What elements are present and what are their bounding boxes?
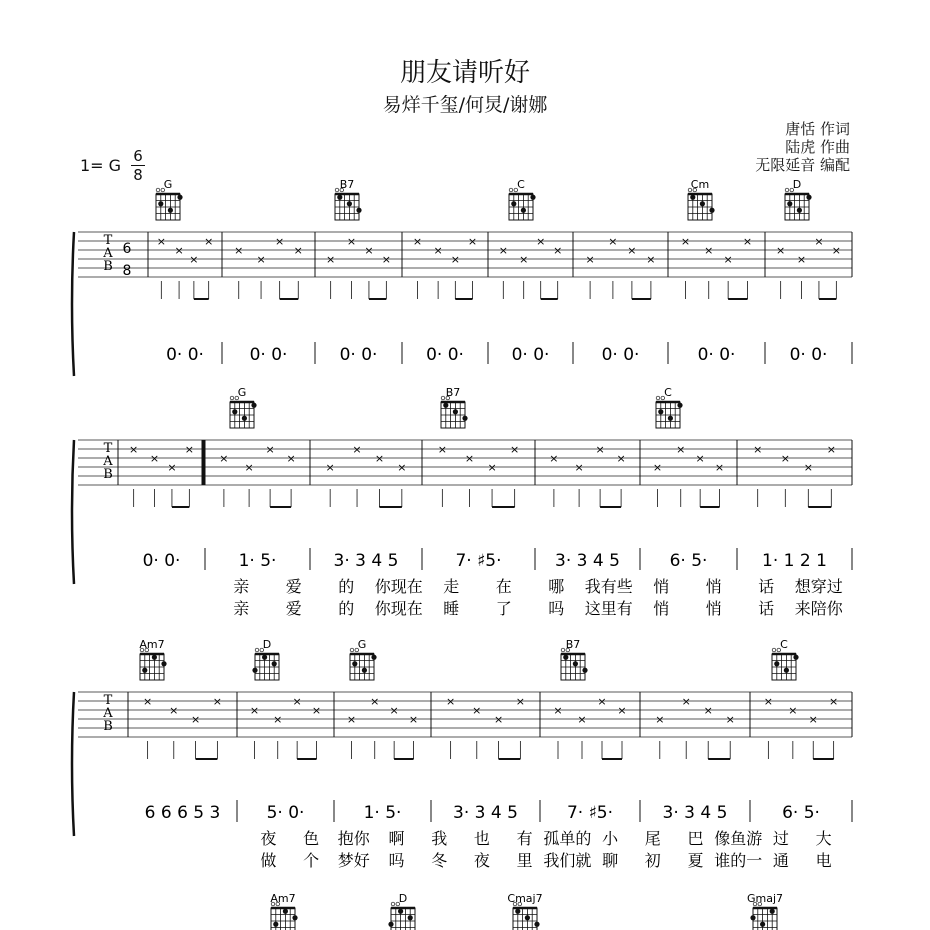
composer-credit: 陆虎 作曲 (785, 138, 850, 156)
tab-note-x: × (536, 235, 546, 248)
tab-note-x: × (143, 695, 153, 708)
finger-dot (272, 661, 277, 666)
tab-note-x: × (617, 704, 627, 717)
tab-note-x: × (585, 253, 595, 266)
lyric-1: 夜 (260, 829, 277, 848)
tab-note-x: × (374, 452, 385, 465)
tab-note-x: × (234, 244, 244, 257)
tab-note-x: × (742, 235, 753, 248)
tab-note-x: × (753, 443, 763, 456)
finger-dot (262, 655, 267, 660)
lyric-1: 巴 (687, 829, 704, 848)
tab-note-x: × (204, 235, 214, 248)
lyric-2: 来陪你 (794, 599, 843, 618)
arranger-credit: 无限延音 编配 (755, 156, 850, 174)
key-signature: 1= G (80, 156, 122, 175)
tab-note-x: × (219, 452, 229, 465)
tab-letter: A (103, 454, 113, 469)
finger-dot (273, 922, 278, 927)
tab-note-x: × (408, 713, 419, 726)
finger-dot (784, 668, 789, 673)
lyric-2: 的 (338, 599, 355, 618)
chord-diagram-d (388, 892, 415, 930)
tab-note-x: × (169, 704, 179, 717)
chord-diagram-g (350, 638, 377, 680)
singers: 易烊千玺/何炅/谢娜 (382, 94, 548, 116)
tab-note-x: × (652, 461, 663, 474)
tab-note-x: × (437, 443, 447, 456)
tab-note-x: × (808, 713, 818, 726)
tab-note-x: × (487, 461, 497, 474)
tab-note-x: × (293, 244, 303, 257)
tab-note-x: × (515, 695, 525, 708)
lyric-2: 睡 (443, 599, 460, 618)
song-title: 朋友请听好 (399, 58, 530, 88)
jianpu-measure: 1· 5· (363, 803, 402, 823)
lyric-2: 夏 (687, 851, 704, 870)
system-bracket (72, 232, 74, 376)
tab-note-x: × (370, 695, 380, 708)
tab-letter: A (103, 706, 113, 721)
jianpu-measure: 7· ♯5· (455, 551, 502, 571)
finger-dot (582, 668, 587, 673)
lyric-2: 我们就 (543, 851, 592, 870)
lyric-1: 色 (303, 829, 320, 848)
chord-name: C (664, 386, 672, 399)
tab-note-x: × (780, 452, 790, 465)
tab-letter: T (103, 233, 113, 248)
chord-diagram-d (252, 638, 279, 680)
lyric-2: 梦好 (337, 851, 370, 870)
tab-note-x: × (803, 461, 813, 474)
lyric-1: 有 (516, 829, 533, 848)
tab-letter: B (103, 259, 113, 274)
finger-dot (337, 195, 342, 200)
tab-note-x: × (184, 443, 194, 456)
time-sig-top: 6 (133, 147, 143, 165)
tab-note-x: × (412, 235, 423, 248)
finger-dot (515, 909, 520, 914)
system-bracket (72, 692, 74, 836)
jianpu-measure: 3· 3 4 5 (333, 551, 399, 571)
lyric-2: 悄 (705, 599, 722, 618)
finger-dot (408, 915, 413, 920)
lyric-1: 的 (338, 577, 355, 596)
finger-dot (232, 409, 237, 414)
finger-dot (797, 208, 802, 213)
finger-dot (388, 922, 393, 927)
tab-note-x: × (149, 452, 160, 465)
tab-note-x: × (346, 235, 357, 248)
lyric-2: 冬 (431, 851, 448, 870)
tab-note-x: × (704, 244, 714, 257)
tab-note-x: × (829, 695, 839, 708)
tab-note-x: × (352, 443, 362, 456)
tab-note-x: × (763, 695, 773, 708)
finger-dot (770, 909, 775, 914)
tab-note-x: × (311, 704, 322, 717)
finger-dot (347, 201, 352, 206)
staff-time-bottom: 8 (122, 263, 132, 279)
jianpu-measure: 1· 5· (238, 551, 277, 571)
tab-note-x: × (189, 253, 199, 266)
lyric-2: 吗 (388, 851, 405, 870)
lyric-2: 你现在 (374, 599, 423, 618)
jianpu-measure: 0· 0· (249, 345, 288, 365)
finger-dot (453, 409, 458, 414)
open-string-marker (561, 648, 565, 652)
lyric-2: 通 (772, 851, 789, 870)
jianpu-measure: 6 6 6 5 3 (144, 803, 221, 823)
finger-dot (371, 655, 376, 660)
chord-diagram-c (772, 638, 799, 680)
open-string-marker (656, 396, 660, 400)
finger-dot (690, 195, 695, 200)
tab-note-x: × (433, 244, 443, 257)
tab-note-x: × (597, 695, 607, 708)
tab-note-x: × (616, 452, 626, 465)
chord-name: B7 (565, 638, 581, 651)
lyric-1: 大 (815, 829, 832, 848)
lyric-2: 悄 (653, 599, 670, 618)
jianpu-measure: 0· 0· (511, 345, 550, 365)
lyric-1: 想穿过 (794, 577, 843, 596)
lyric-2: 做 (260, 851, 277, 870)
tab-letter: T (103, 441, 113, 456)
lyric-2: 了 (495, 599, 512, 618)
tab-note-x: × (826, 443, 836, 456)
tab-note-x: × (714, 461, 725, 474)
chord-name: C (517, 178, 525, 191)
tab-letter: T (103, 693, 113, 708)
chord-diagram-gmaj7 (747, 892, 783, 930)
finger-dot (511, 201, 516, 206)
tab-note-x: × (450, 253, 460, 266)
tab-note-x: × (472, 704, 482, 717)
tab-note-x: × (776, 244, 786, 257)
tab-note-x: × (174, 244, 184, 257)
tab-note-x: × (292, 695, 302, 708)
tab-letter: B (103, 719, 113, 734)
chord-diagram-am7 (139, 638, 166, 680)
lyric-2: 里 (516, 851, 533, 870)
finger-dot (760, 922, 765, 927)
tab-note-x: × (703, 704, 713, 717)
tab-note-x: × (814, 235, 824, 248)
chord-diagram-cmaj7 (507, 892, 542, 930)
finger-dot (700, 201, 705, 206)
finger-dot (787, 201, 792, 206)
finger-dot (806, 195, 811, 200)
open-string-marker (785, 188, 789, 192)
chord-diagram-am7 (270, 892, 297, 930)
jianpu-measure: 3· 3 4 5 (453, 803, 518, 823)
finger-dot (530, 195, 535, 200)
system-bracket (72, 440, 74, 584)
jianpu-measure: 0· 0· (166, 345, 204, 365)
jianpu-measure: 1· 1 2 1 (762, 551, 827, 571)
tab-note-x: × (655, 713, 665, 726)
tab-note-x: × (325, 461, 335, 474)
lyric-1: 过 (772, 829, 789, 848)
tab-letter: A (103, 246, 113, 261)
open-string-marker (509, 188, 513, 192)
tab-note-x: × (190, 713, 201, 726)
tab-note-x: × (364, 244, 374, 257)
open-string-marker (350, 648, 354, 652)
jianpu-measure: 3· 3 4 5 (662, 803, 728, 823)
tab-note-x: × (519, 253, 529, 266)
tab-note-x: × (467, 235, 478, 248)
chord-name: C (780, 638, 788, 651)
finger-dot (362, 668, 367, 673)
finger-dot (251, 403, 256, 408)
jianpu-measure: 3· 3 4 5 (555, 551, 620, 571)
tab-note-x: × (167, 461, 177, 474)
jianpu-measure: 6· 5· (669, 551, 708, 571)
finger-dot (462, 416, 467, 421)
tab-note-x: × (608, 235, 618, 248)
tab-note-x: × (577, 713, 587, 726)
lyric-1: 爱 (285, 577, 302, 596)
finger-dot (152, 655, 157, 660)
tab-note-x: × (646, 253, 656, 266)
chord-diagram-g (156, 178, 183, 220)
chord-name: D (262, 638, 272, 651)
tab-note-x: × (129, 443, 139, 456)
chord-name: Am7 (139, 638, 165, 651)
finger-dot (168, 208, 173, 213)
finger-dot (563, 655, 568, 660)
tab-note-x: × (695, 452, 705, 465)
finger-dot (356, 208, 361, 213)
jianpu-measure: 7· ♯5· (566, 803, 614, 823)
finger-dot (521, 208, 526, 213)
finger-dot (352, 661, 357, 666)
lyric-2: 电 (815, 851, 832, 870)
lyric-1: 啊 (388, 829, 405, 848)
lyric-1: 尾 (644, 829, 661, 848)
tab-note-x: × (680, 235, 691, 248)
tab-note-x: × (273, 713, 283, 726)
finger-dot (142, 668, 147, 673)
lyric-1: 小 (602, 829, 619, 848)
lyric-1: 你现在 (374, 577, 423, 596)
chord-diagram-b7 (561, 638, 588, 680)
tab-note-x: × (464, 452, 475, 465)
jianpu-measure: 0· 0· (697, 345, 736, 365)
chord-diagram-c (656, 386, 683, 428)
lyric-1: 孤单的 (543, 829, 592, 848)
jianpu-measure: 0· 0· (601, 345, 640, 365)
lyric-1: 我有些 (584, 577, 633, 596)
finger-dot (677, 403, 682, 408)
tab-note-x: × (286, 452, 296, 465)
lyric-1: 也 (473, 829, 490, 848)
jianpu-line-2 (143, 548, 852, 571)
chord-name: D (398, 892, 408, 905)
jianpu-measure: 0· 0· (339, 345, 378, 365)
lyric-1: 像鱼游 (714, 829, 763, 848)
tab-note-x: × (212, 695, 222, 708)
finger-dot (793, 655, 798, 660)
tab-note-x: × (493, 713, 504, 726)
tab-note-x: × (574, 461, 584, 474)
finger-dot (443, 403, 448, 408)
finger-dot (161, 661, 166, 666)
chord-name: D (792, 178, 802, 191)
tab-note-x: × (275, 235, 285, 248)
chord-name: Cm (690, 178, 710, 191)
open-string-marker (441, 396, 445, 400)
tab-note-x: × (446, 695, 456, 708)
tab-note-x: × (553, 244, 563, 257)
chord-name: Am7 (270, 892, 296, 905)
jianpu-measure: 5· 0· (266, 803, 305, 823)
lyric-1: 话 (758, 577, 775, 596)
lyric-1: 悄 (705, 577, 722, 596)
finger-dot (292, 915, 297, 920)
staff-time-top: 6 (122, 241, 132, 257)
jianpu-measure: 0· 0· (789, 345, 828, 365)
chord-diagram-b7 (441, 386, 468, 428)
finger-dot (750, 915, 755, 920)
lyric-2: 聊 (602, 851, 619, 870)
finger-dot (283, 909, 288, 914)
open-string-marker (335, 188, 339, 192)
chord-name: Gmaj7 (746, 892, 784, 905)
tab-note-x: × (549, 452, 559, 465)
finger-dot (573, 661, 578, 666)
finger-dot (158, 201, 163, 206)
tab-note-x: × (681, 695, 691, 708)
tab-note-x: × (595, 443, 605, 456)
tab-note-x: × (788, 704, 798, 717)
chord-name: B7 (339, 178, 355, 191)
tab-note-x: × (249, 704, 260, 717)
finger-dot (242, 416, 247, 421)
finger-dot (709, 208, 714, 213)
lyric-1: 悄 (653, 577, 670, 596)
lyric-2: 初 (644, 851, 661, 870)
tab-note-x: × (326, 253, 336, 266)
open-string-marker (391, 902, 395, 906)
open-string-marker (255, 648, 259, 652)
lyric-2: 亲 (233, 599, 250, 618)
chord-diagram-cm (688, 178, 715, 220)
jianpu-line-1 (166, 342, 852, 365)
tab-note-x: × (723, 253, 733, 266)
chord-diagram-c (509, 178, 536, 220)
open-string-marker (772, 648, 776, 652)
finger-dot (774, 661, 779, 666)
lyric-2: 爱 (285, 599, 302, 618)
tab-note-x: × (389, 704, 399, 717)
jianpu-measure: 0· 0· (426, 345, 464, 365)
finger-dot (658, 409, 663, 414)
chord-diagram-b7 (335, 178, 362, 220)
tab-note-x: × (156, 235, 166, 248)
chord-name: B7 (445, 386, 461, 399)
open-string-marker (230, 396, 234, 400)
tab-note-x: × (725, 713, 735, 726)
tab-note-x: × (397, 461, 407, 474)
lyric-2: 夜 (473, 851, 490, 870)
chord-name: G (237, 386, 247, 399)
chord-name: G (357, 638, 367, 651)
lyricist-credit: 唐恬 作词 (785, 120, 850, 138)
finger-dot (525, 915, 530, 920)
jianpu-measure: 0· 0· (142, 551, 181, 571)
finger-dot (177, 195, 182, 200)
chord-diagram-g (230, 386, 257, 428)
tab-note-x: × (510, 443, 520, 456)
lyric-2: 个 (303, 851, 320, 870)
finger-dot (668, 416, 673, 421)
lyric-1: 我 (431, 829, 448, 848)
tab-note-x: × (244, 461, 254, 474)
lyric-2: 这里有 (584, 599, 633, 618)
tab-note-x: × (676, 443, 686, 456)
tab-note-x: × (831, 244, 841, 257)
lyric-1: 抱你 (337, 829, 370, 848)
lyric-2: 谁的一 (714, 851, 763, 870)
tab-note-x: × (553, 704, 563, 717)
tab-letter: B (103, 467, 113, 482)
open-string-marker (156, 188, 160, 192)
tab-note-x: × (627, 244, 637, 257)
tab-note-x: × (256, 253, 266, 266)
time-sig-bottom: 8 (133, 166, 143, 184)
tab-note-x: × (346, 713, 357, 726)
lyric-1: 走 (443, 577, 460, 596)
jianpu-measure: 6· 5· (782, 803, 820, 823)
lyric-1: 在 (495, 577, 512, 596)
lyric-2: 吗 (548, 599, 565, 618)
chord-name: Cmaj7 (507, 892, 543, 905)
tab-note-x: × (498, 244, 508, 257)
chord-name: G (163, 178, 173, 191)
finger-dot (252, 668, 257, 673)
finger-dot (534, 922, 539, 927)
lyric-1: 亲 (233, 577, 250, 596)
finger-dot (398, 909, 403, 914)
lyric-2: 话 (758, 599, 775, 618)
chord-diagram-d (785, 178, 812, 220)
tab-note-x: × (265, 443, 275, 456)
tab-note-x: × (381, 253, 391, 266)
jianpu-line-3 (145, 800, 852, 823)
lyric-1: 哪 (548, 577, 565, 596)
tab-note-x: × (796, 253, 807, 266)
